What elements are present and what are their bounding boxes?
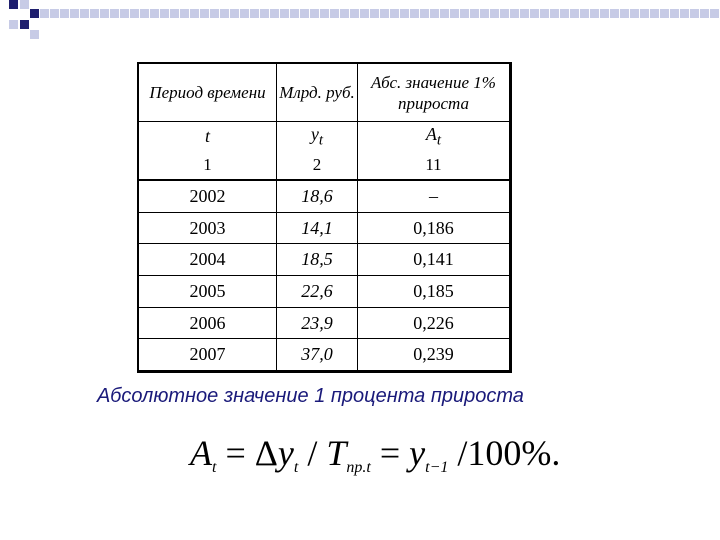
table-row (139, 276, 510, 308)
formula-eq: = Δ (216, 433, 278, 473)
symbol-a: $A_t$ (358, 122, 510, 151)
table-symbol-row (139, 122, 510, 151)
cell-year: 2004 (139, 244, 277, 276)
header-period: Период времени (139, 64, 277, 122)
decor-square (20, 0, 29, 9)
col-number: 11 (358, 151, 510, 181)
table-row (139, 212, 510, 244)
cell-abs: 0,239 (358, 339, 510, 371)
table-row (139, 180, 510, 212)
cell-value: 18,5 (277, 244, 358, 276)
cell-year: 2002 (139, 180, 277, 212)
cell-year: 2006 (139, 307, 277, 339)
cell-value: 14,1 (277, 212, 358, 244)
decor-square (9, 0, 18, 9)
cell-abs: – (358, 180, 510, 212)
cell-year: 2003 (139, 212, 277, 244)
data-table (137, 62, 512, 373)
cell-value: 37,0 (277, 339, 358, 371)
table-row (139, 339, 510, 371)
cell-value: 22,6 (277, 276, 358, 308)
decor-square (30, 9, 39, 18)
col-number: 1 (139, 151, 277, 181)
cell-abs: 0,186 (358, 212, 510, 244)
symbol-t: t (139, 122, 277, 151)
caption: Абсолютное значение 1 процента прироста (97, 385, 524, 407)
decor-square (30, 30, 39, 39)
cell-year: 2005 (139, 276, 277, 308)
header-billion: Млрд. руб. (277, 64, 358, 122)
cell-abs: 0,226 (358, 307, 510, 339)
formula: $A_t = \Delta y_t / T_{пр.t} = y_{t-1}$ /100%. (190, 433, 561, 476)
header-abs-value: Абс. значение 1% прироста (358, 64, 510, 122)
decor-square (20, 20, 29, 29)
symbol-y: $y_t$ (277, 122, 358, 151)
table-row (139, 244, 510, 276)
col-number: 2 (277, 151, 358, 181)
decor-square (9, 20, 18, 29)
decor-band (40, 9, 720, 18)
cell-abs: 0,141 (358, 244, 510, 276)
table-number-row (139, 151, 510, 181)
cell-value: 23,9 (277, 307, 358, 339)
cell-abs: 0,185 (358, 276, 510, 308)
formula-a: A (190, 433, 212, 473)
table-row (139, 307, 510, 339)
cell-year: 2007 (139, 339, 277, 371)
cell-value: 18,6 (277, 180, 358, 212)
table-header-row (139, 64, 510, 122)
